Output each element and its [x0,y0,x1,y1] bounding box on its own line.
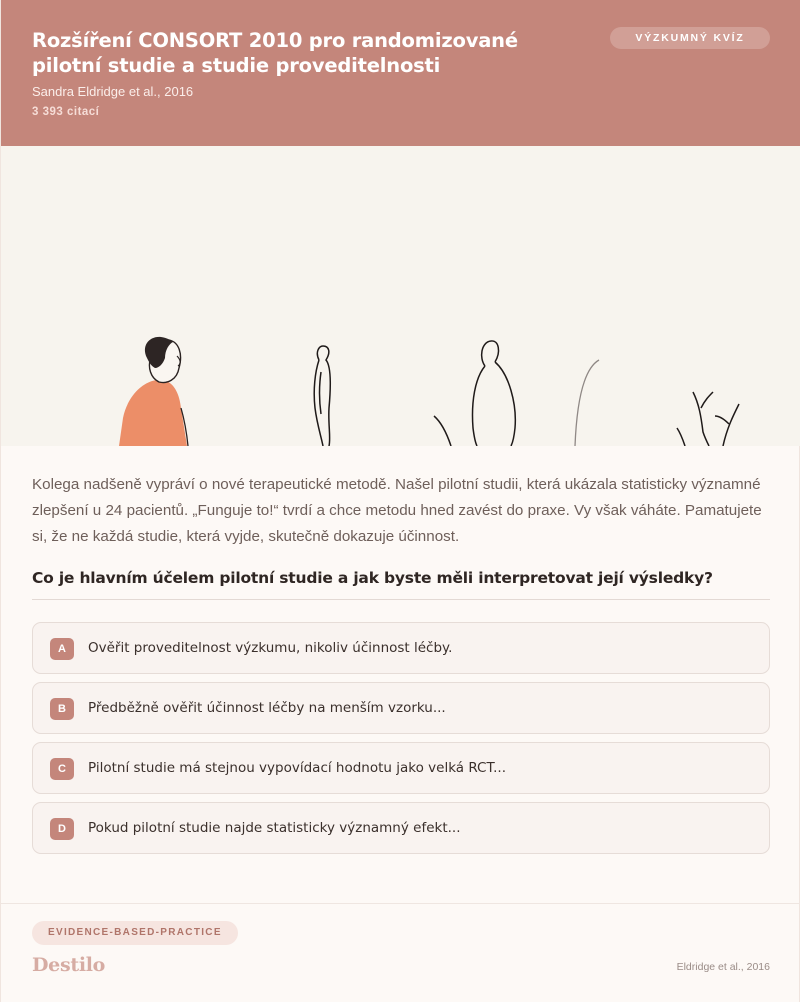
option-text: Pokud pilotní studie najde statisticky významný efekt... [88,820,461,836]
paper-title: Rozšíření CONSORT 2010 pro randomizované pilotní studie a studie proveditelnosti [32,29,518,77]
option-b[interactable] [32,682,770,734]
scenario-text: Kolega nadšeně vypráví o nové terapeutické metodě. Našel pilotní studii, která ukázala statisticky významné zlepšení u 24 pacientů. „Funguje to!“ tvrdí a chce metodu hned zavést do praxe. Vy však váháte. Pamatujete si, že ne každá studie, která vyjde, skutečně dokazuje účinnost. [32,476,762,545]
option-letter-badge: A [50,638,74,660]
option-letter-badge: B [50,698,74,720]
citation-count: 3 393 citací [32,106,100,118]
hero-illustration [1,146,800,446]
option-text: Předběžně ověřit účinnost léčby na menším vzorku... [88,700,446,716]
option-letter-badge: C [50,758,74,780]
option-text: Ověřit proveditelnost výzkumu, nikoliv účinnost léčby. [88,640,453,656]
quiz-footer [1,903,800,1002]
grey-stroke [575,360,599,446]
source-reference: Eldridge et al., 2016 [676,961,770,973]
quiz-type-badge: VÝZKUMNÝ KVÍZ [610,27,770,49]
branch-figure [677,392,739,446]
option-text: Pilotní studie má stejnou vypovídací hodnotu jako velká RCT... [88,760,507,776]
option-a[interactable] [32,622,770,674]
line-figure-slim [314,346,330,446]
question-heading: Co je hlavním účelem pilotní studie a jak byste měli interpretovat její výsledky? [32,569,770,600]
paper-authors: Sandra Eldridge et al., 2016 [32,84,194,99]
answer-options [32,622,770,862]
line-figure-tall [434,341,515,446]
people-illustration [1,146,800,446]
topic-tag[interactable]: EVIDENCE-BASED-PRACTICE [32,921,238,945]
option-c[interactable] [32,742,770,794]
woman-figure [119,337,188,446]
brand-logo: Destilo [32,954,106,976]
quiz-header [1,0,800,146]
option-d[interactable] [32,802,770,854]
option-letter-badge: D [50,818,74,840]
